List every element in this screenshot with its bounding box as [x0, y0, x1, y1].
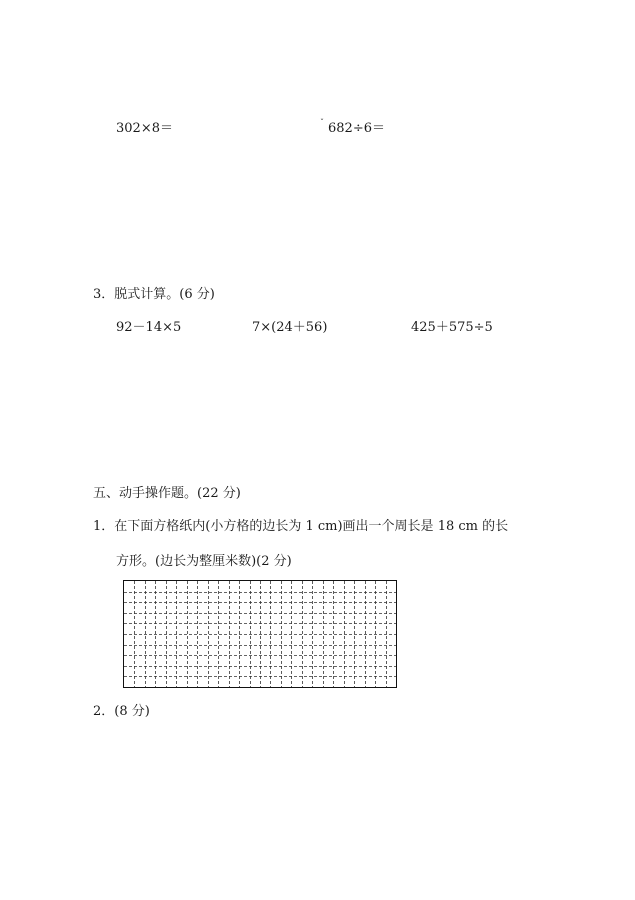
question1-text-line2: 方形。(边长为整厘米数)(2 分) [116, 554, 292, 569]
section3-heading: 3．脱式计算。(6 分) [93, 287, 215, 302]
section3-expression-2: 7×(24＋56) [252, 320, 328, 335]
grid-lines [124, 581, 396, 687]
section3-expression-1: 92－14×5 [116, 320, 182, 335]
calc-right-expression: 682÷6＝ [328, 121, 385, 136]
section3-expression-3: 425＋575÷5 [411, 320, 493, 335]
section5-heading: 五、动手操作题。(22 分) [93, 486, 241, 501]
graph-paper-grid [123, 580, 397, 688]
question1-text-line1: 1．在下面方格纸内(小方格的边长为 1 cm)画出一个周长是 18 cm 的长 [93, 519, 509, 534]
question2-heading: 2．(8 分) [93, 704, 150, 719]
stray-mark: ˇ [320, 118, 324, 127]
calc-left-expression: 302×8＝ [116, 121, 173, 136]
